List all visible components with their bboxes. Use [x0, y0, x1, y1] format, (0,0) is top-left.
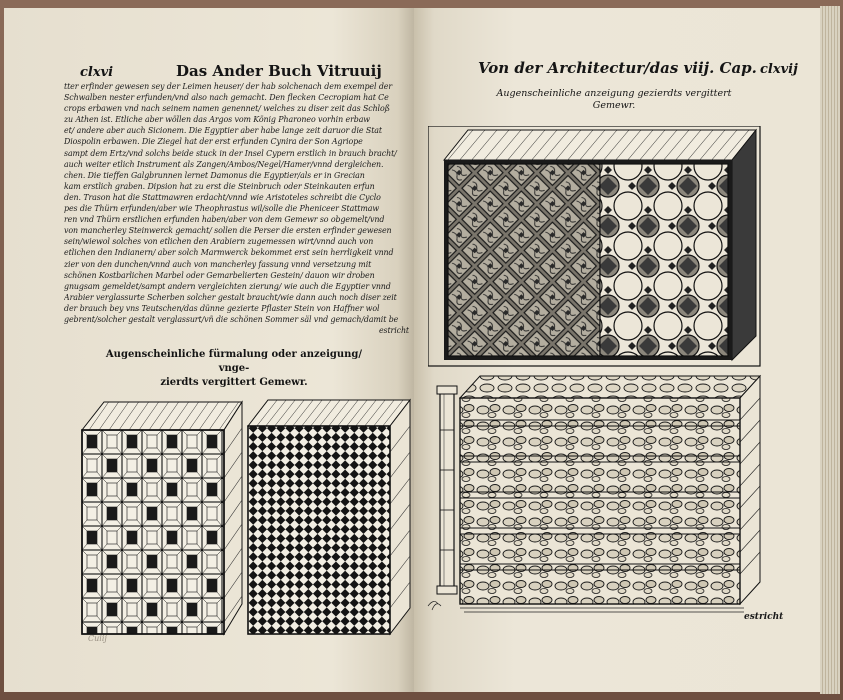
- right-figure-caption: [464, 88, 764, 112]
- left-folio: clxvi: [80, 65, 114, 80]
- body-text-line: et/ andere aber auch Sicionem. Die Egyptier aber habe lange zeit daruor die Stat: [64, 126, 382, 136]
- body-text-line: chen. Die tieffen Galgbrunnen lernet Damonus die Egyptier/als er in Grecian: [64, 170, 365, 180]
- right-folio: clxvij: [760, 62, 798, 77]
- body-text-line: kam erstlich graben. Dipsion hat zu erst die Steinbruch oder Steinkauten erfun: [64, 181, 375, 191]
- body-text-line: pes die Thürn erfunden/aber wie Theophrastus wil/solle die Pheniceer Stattmaw: [64, 204, 380, 214]
- figure-checker-wall: [244, 396, 412, 642]
- body-text-line: sampt dem Ertz/vnd solchs beide stuck in der Insel Cypern erstlich in brauch bracht/: [64, 148, 397, 158]
- body-text-line: schönen Kostbarlichen Marbel oder Gemarbelierten Gestein/ dauon wir droben: [64, 270, 375, 280]
- body-text-line: gebrent/solcher gestalt verglassurt/vñ die schönen Sommer säl vnd gemach/damit be: [64, 314, 399, 324]
- right-page: [414, 8, 820, 692]
- left-caption-line2: zierdts vergittert Gemewr.: [160, 377, 308, 388]
- left-page: [4, 8, 414, 692]
- body-text-line: Diospolin erbawen. Die Ziegel hat der erst erfunden Cynira der Son Agriope: [64, 137, 363, 147]
- body-text-line: ren vnd Thürn erstlichen erfunden haben/aber von dem Gemewr so obgemelt/vnd: [64, 215, 385, 225]
- right-running-head: Von der Architectur/das viij. Cap.: [478, 59, 757, 77]
- left-figure-caption: [104, 348, 364, 390]
- right-caption-line2: Gemewr.: [592, 100, 636, 111]
- figure-grid-wall: [64, 394, 244, 638]
- column: [437, 386, 457, 594]
- right-bottom-label: estricht: [744, 612, 784, 622]
- body-text-line: der brauch bey vns Teutschen/das dünne gezierte Pflaster Stein von Haffner wol: [64, 303, 380, 313]
- left-body-text: [64, 81, 409, 336]
- body-text-line: etlichen den Indianern/ aber solch Marmwerck bekommet erst sein herrligkeit vnnd: [64, 248, 394, 258]
- body-text-line: zier von den dunchen/vnnd auch von mancherley fassung vnnd versetzung mit: [64, 259, 372, 269]
- body-text-line: zu Athen ist. Etliche aber wöllen das Argos vom König Pharoneo vorhin erbaw: [64, 115, 370, 125]
- body-text-line: von mancherley Steinwerck gemacht/ sollen die Perser die ersten erfinder gewesen: [64, 226, 392, 236]
- body-text-line: crops erbawen vnd nach seinem namen genennet/ welches zu diser zeit das Schloß: [64, 104, 390, 114]
- body-text-line: Arabier verglassurte Scherben solcher gestalt braucht/wie dann auch noch diser zeit: [64, 292, 397, 302]
- body-text-line: estricht: [378, 326, 409, 336]
- body-text-line: Schwalben nester erfunden/vnd also nach gemacht. Den flecken Cecropiam hat Ce: [64, 93, 389, 103]
- body-text-line: sein/wiewol solches von etlichen den Arabiern zugemessen wirt/vnnd auch von: [64, 237, 374, 247]
- left-signature-mark: Cuiij: [88, 634, 107, 643]
- body-text-line: tter erfinder gewesen sey der Leimen heuser/ der hab solchenach dem exempel der: [64, 82, 393, 91]
- body-text-line: gnugsam gemeldet/sampt andern vergleichten zierung/ wie auch die Egyptier vnnd: [64, 281, 391, 291]
- page-edges: [820, 6, 840, 694]
- figure-rubble-stone-wall: [424, 370, 768, 616]
- left-caption-line1: Augenscheinliche fürmalung oder anzeigung/ vnge-: [105, 349, 363, 374]
- figure-ornamental-tile-wall: [428, 126, 778, 370]
- left-running-head: Das Ander Buch Vitruuij: [176, 62, 382, 80]
- right-caption-line1: Augenscheinliche anzeigung gezierdts vergittert: [496, 88, 732, 99]
- body-text-line: den. Trason hat die Stattmawren erdacht/vnnd wie Aristoteles schreibt die Cyclo: [64, 192, 381, 202]
- body-text-line: auch weiter etlich Instrument als Zangen/Ambos/Negel/Hamer/vnnd dergleichen.: [64, 159, 384, 169]
